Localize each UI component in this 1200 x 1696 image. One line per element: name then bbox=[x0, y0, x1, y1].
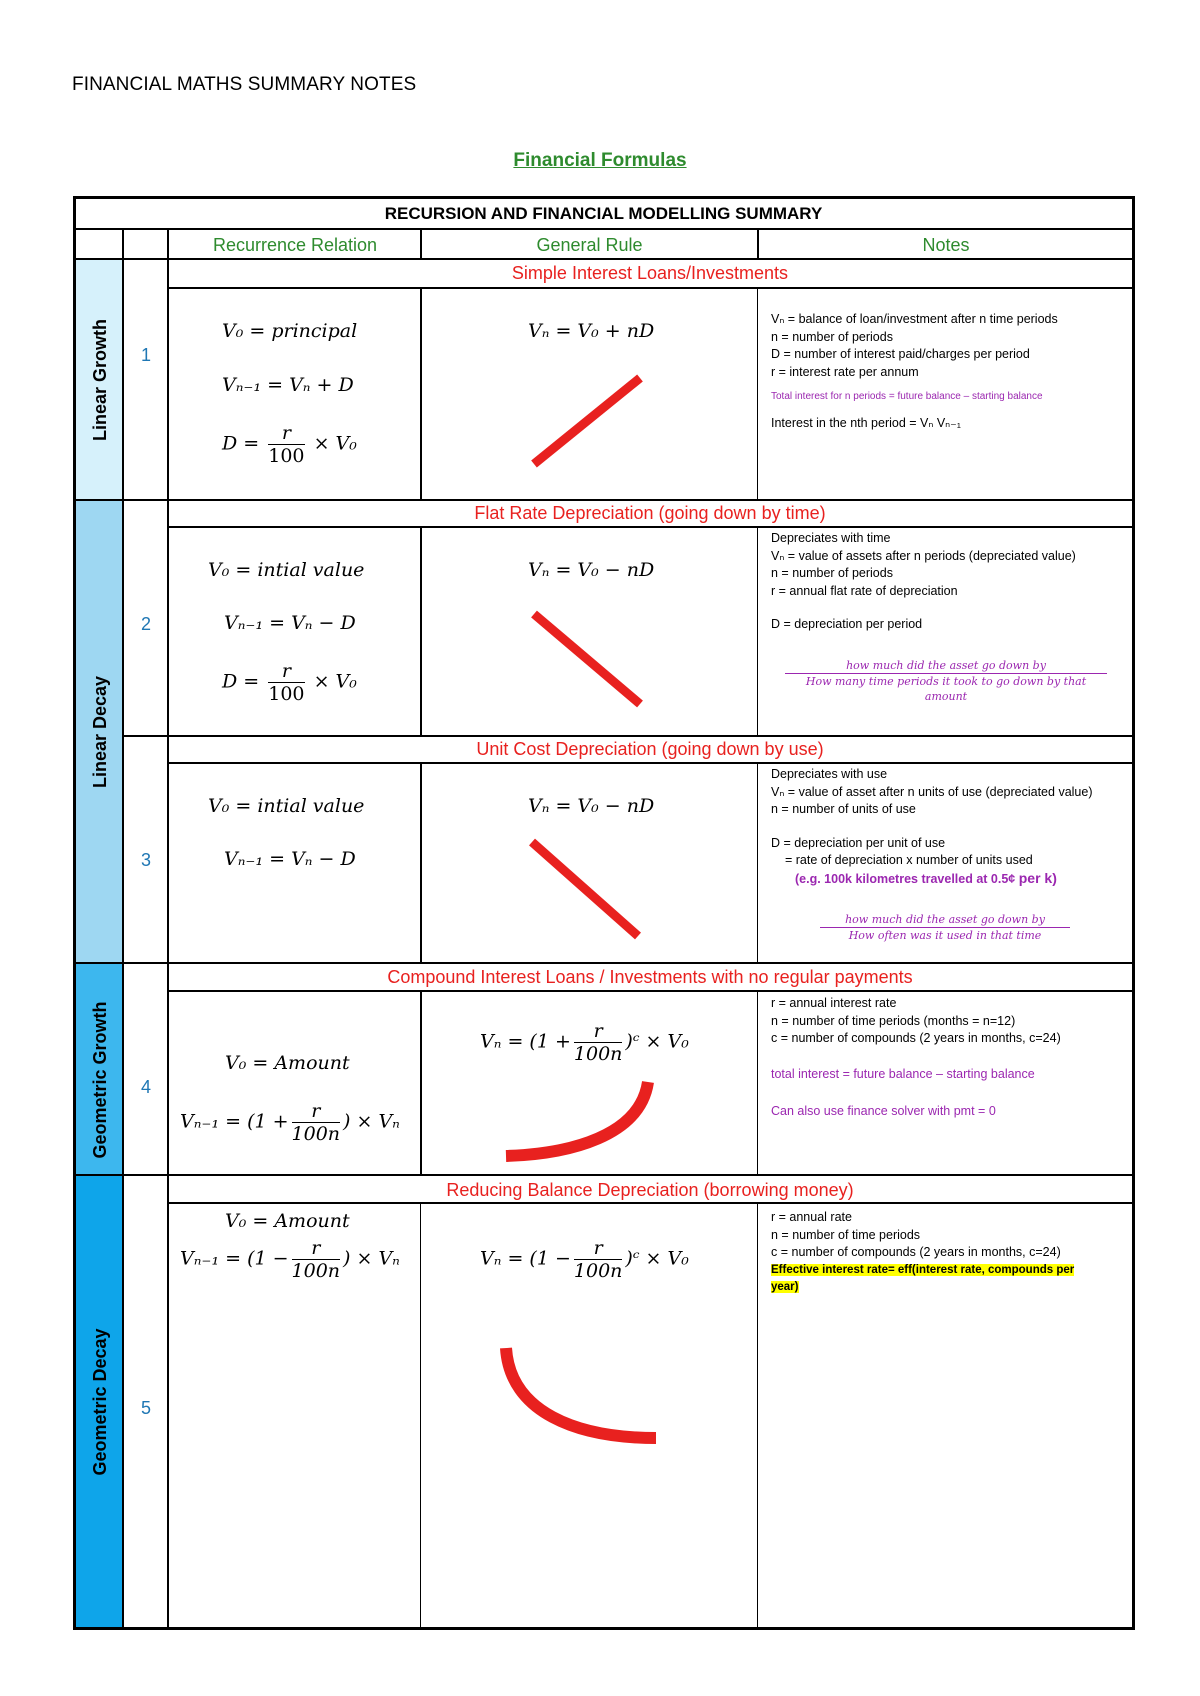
table-border-left bbox=[73, 196, 76, 1630]
grid-line bbox=[73, 1174, 1135, 1176]
general-rule bbox=[480, 1237, 689, 1282]
growth-line-graph bbox=[528, 372, 648, 472]
grid-line bbox=[73, 258, 1135, 260]
note-d: D = depreciation per period bbox=[771, 617, 923, 631]
highlighted-text: Effective interest rate= eff(interest rate, compounds per bbox=[771, 1263, 1075, 1276]
document-title: FINANCIAL MATHS SUMMARY NOTES bbox=[72, 74, 417, 95]
section-title: Financial Formulas bbox=[513, 150, 687, 171]
row-title: Flat Rate Depreciation (going down by time) bbox=[474, 503, 826, 523]
row-number: 2 bbox=[140, 614, 151, 634]
note-finance-solver: Can also use finance solver with pmt = 0 bbox=[771, 1104, 996, 1118]
grid-line bbox=[420, 526, 422, 737]
note-total-interest: Total interest for n periods = future balance – starting balance bbox=[771, 391, 1043, 402]
formula-left: Vₙ = (1 + bbox=[480, 1030, 571, 1053]
row-title: Unit Cost Depreciation (going down by use) bbox=[476, 739, 824, 759]
fraction-numerator: r bbox=[268, 660, 304, 683]
grid-line bbox=[73, 962, 1135, 964]
row-number: 5 bbox=[140, 1398, 151, 1418]
row-number: 3 bbox=[140, 850, 151, 870]
fraction bbox=[268, 422, 304, 467]
note-rate: = rate of depreciation x number of units used bbox=[785, 853, 1033, 867]
grid-line bbox=[420, 287, 422, 501]
recurrence-d-formula bbox=[222, 422, 357, 467]
depreciation-fraction bbox=[785, 658, 1107, 704]
fraction-denominator: 100 bbox=[268, 445, 305, 467]
band-label-geometric-growth: Geometric Growth bbox=[90, 1001, 110, 1159]
fraction bbox=[292, 1237, 341, 1282]
fraction bbox=[268, 660, 304, 705]
note-example-text: (e.g. 100k kilometres travelled at 0.5¢ bbox=[795, 871, 1016, 886]
grid-line bbox=[420, 990, 422, 1176]
note-line: n = number of periods bbox=[771, 566, 893, 580]
note-line: c = number of compounds (2 years in months, c=24) bbox=[771, 1031, 1061, 1045]
grid-line bbox=[420, 762, 422, 964]
row-title: Simple Interest Loans/Investments bbox=[511, 263, 789, 283]
grid-line bbox=[420, 228, 422, 260]
fraction-denominator: 100n bbox=[573, 1260, 623, 1282]
note-line: n = number of time periods bbox=[771, 1227, 921, 1242]
formula-right: )ᶜ × V₀ bbox=[625, 1247, 689, 1270]
row-number: 4 bbox=[140, 1077, 151, 1097]
grid-line bbox=[757, 1202, 758, 1628]
decay-line-graph bbox=[528, 608, 648, 708]
row-title: Reducing Balance Depreciation (borrowing money) bbox=[446, 1180, 854, 1200]
note-nth-period: Interest in the nth period = Vₙ Vₙ₋₁ bbox=[771, 415, 961, 430]
recurrence-relation bbox=[180, 1100, 400, 1145]
grid-line bbox=[73, 499, 1135, 501]
table-border-right bbox=[1132, 196, 1135, 1630]
note-d: D = depreciation per unit of use bbox=[771, 835, 946, 850]
recurrence-initial: V₀ = intial value bbox=[208, 795, 365, 817]
grid-line bbox=[168, 990, 1135, 992]
general-rule: Vₙ = V₀ − nD bbox=[528, 795, 655, 817]
formula-right: × V₀ bbox=[313, 670, 357, 693]
recurrence-initial: V₀ = intial value bbox=[208, 559, 365, 581]
notes-block bbox=[771, 1209, 1074, 1297]
note-line: n = number of units of use bbox=[771, 802, 916, 816]
band-label-linear-decay: Linear Decay bbox=[90, 675, 110, 789]
column-header-notes: Notes bbox=[922, 235, 970, 255]
note-line: r = interest rate per annum bbox=[771, 364, 919, 379]
formula-right: )ᶜ × V₀ bbox=[625, 1030, 689, 1053]
row-title: Compound Interest Loans / Investments with no regular payments bbox=[387, 967, 913, 987]
grid-line bbox=[168, 526, 1135, 528]
grid-line bbox=[757, 287, 758, 501]
fraction bbox=[574, 1237, 623, 1282]
band-label-geometric-decay: Geometric Decay bbox=[90, 1328, 110, 1476]
fraction-denominator: 100n bbox=[291, 1260, 341, 1282]
general-rule: Vₙ = V₀ − nD bbox=[528, 559, 655, 581]
formula-left: D = bbox=[222, 670, 260, 693]
fraction-denominator: 100n bbox=[291, 1123, 341, 1145]
growth-curve-graph bbox=[500, 1076, 660, 1166]
formula-right: × V₀ bbox=[313, 432, 357, 455]
grid-line bbox=[757, 526, 758, 737]
note-line: Vₙ = value of asset after n units of use (depreciated value) bbox=[771, 784, 1093, 799]
fraction-numerator: r bbox=[292, 1237, 341, 1260]
recurrence-relation: Vₙ₋₁ = Vₙ − D bbox=[224, 848, 356, 870]
fraction bbox=[292, 1100, 341, 1145]
note-line: Vₙ = value of assets after n periods (depreciated value) bbox=[771, 548, 1076, 563]
fraction-numerator: r bbox=[574, 1237, 623, 1260]
general-rule bbox=[480, 1020, 689, 1065]
fraction-numerator: r bbox=[292, 1100, 341, 1123]
notes-block bbox=[771, 995, 1061, 1121]
notes-block bbox=[771, 766, 1092, 888]
note-line: r = annual rate bbox=[771, 1210, 852, 1224]
grid-line bbox=[167, 228, 169, 1628]
table-border-top bbox=[73, 196, 1135, 199]
note-example bbox=[771, 870, 1092, 889]
note-line: Depreciates with use bbox=[771, 767, 888, 781]
formula-right: ) × Vₙ bbox=[343, 1110, 400, 1133]
grid-line bbox=[168, 287, 1135, 289]
fraction-numerator: r bbox=[574, 1020, 623, 1043]
row-number: 1 bbox=[140, 345, 151, 365]
fraction-numerator: how much did the asset go down by bbox=[820, 912, 1070, 928]
grid-line bbox=[420, 1202, 421, 1628]
recurrence-initial: V₀ = Amount bbox=[225, 1052, 350, 1074]
fraction-denominator: 100n bbox=[573, 1043, 623, 1065]
grid-line bbox=[757, 228, 759, 260]
formula-left: Vₙ₋₁ = (1 − bbox=[180, 1247, 289, 1270]
note-line: n = number of periods bbox=[771, 329, 893, 344]
recurrence-initial: V₀ = Amount bbox=[225, 1210, 350, 1232]
decay-curve-graph bbox=[496, 1342, 666, 1452]
grid-line bbox=[757, 990, 758, 1176]
note-effective-rate-cont bbox=[771, 1279, 1074, 1297]
note-total-interest: total interest = future balance – starting balance bbox=[771, 1066, 1035, 1081]
recurrence-relation: Vₙ₋₁ = Vₙ − D bbox=[224, 612, 356, 634]
band-label-linear-growth: Linear Growth bbox=[90, 319, 110, 442]
grid-line bbox=[757, 762, 758, 964]
general-rule: Vₙ = V₀ + nD bbox=[528, 320, 655, 342]
note-line: r = annual interest rate bbox=[771, 996, 897, 1010]
formula-right: ) × Vₙ bbox=[343, 1247, 400, 1270]
grid-line bbox=[73, 228, 1135, 230]
note-line: n = number of time periods (months = n=12) bbox=[771, 1013, 1016, 1028]
fraction-denominator: 100 bbox=[268, 683, 305, 705]
notes-block bbox=[771, 311, 1058, 432]
fraction-denominator: How often was it used in that time bbox=[848, 929, 1042, 942]
highlighted-text: year) bbox=[771, 1281, 799, 1293]
column-header-recurrence: Recurrence Relation bbox=[212, 235, 378, 255]
recurrence-relation: Vₙ₋₁ = Vₙ + D bbox=[222, 374, 354, 396]
note-line: Depreciates with time bbox=[771, 531, 891, 545]
table-border-bottom bbox=[73, 1627, 1135, 1630]
formula-left: Vₙ₋₁ = (1 + bbox=[180, 1110, 289, 1133]
fraction-numerator: r bbox=[268, 422, 304, 445]
table-title: RECURSION AND FINANCIAL MODELLING SUMMARY bbox=[384, 204, 823, 223]
formula-left: Vₙ = (1 − bbox=[480, 1247, 571, 1270]
formula-left: D = bbox=[222, 432, 260, 455]
column-header-general-rule: General Rule bbox=[536, 235, 643, 255]
note-line: r = annual flat rate of depreciation bbox=[771, 583, 958, 598]
note-line: D = number of interest paid/charges per period bbox=[771, 347, 1030, 361]
grid-line bbox=[122, 228, 124, 1628]
notes-block bbox=[771, 530, 1076, 634]
fraction-numerator: how much did the asset go down by bbox=[785, 658, 1107, 674]
recurrence-relation bbox=[180, 1237, 400, 1282]
grid-line bbox=[168, 762, 1135, 764]
note-line: Vₙ = balance of loan/investment after n time periods bbox=[771, 312, 1058, 326]
fraction-denominator: How many time periods it took to go down by that amount bbox=[805, 675, 1087, 703]
decay-line-graph bbox=[526, 836, 646, 946]
recurrence-d-formula bbox=[222, 660, 357, 705]
grid-line bbox=[168, 1202, 1135, 1204]
grid-line bbox=[122, 735, 1135, 737]
depreciation-fraction bbox=[820, 912, 1070, 943]
note-example-bold: per k) bbox=[1018, 869, 1057, 886]
note-line: c = number of compounds (2 years in months, c=24) bbox=[771, 1245, 1061, 1259]
fraction bbox=[574, 1020, 623, 1065]
recurrence-initial: V₀ = principal bbox=[222, 320, 358, 342]
note-effective-rate bbox=[771, 1262, 1074, 1280]
